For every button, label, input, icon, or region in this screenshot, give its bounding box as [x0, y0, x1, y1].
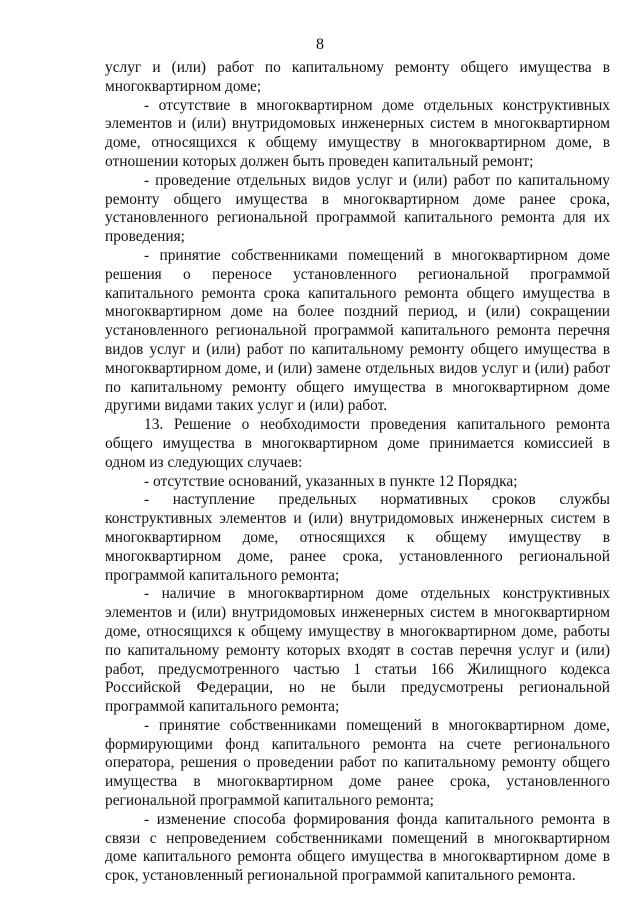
page-number: 8: [316, 36, 324, 53]
list-item-early-works: - проведение отдельных видов услуг и (или) работ по капитальному ремонту общего имущества в многоквартирном доме ранее срока, установленного региональной программой капитального ремонта для их проведения;: [105, 171, 610, 246]
list-item-absence-of-elements: - отсутствие в многоквартирном доме отдельных конструктивных элементов и (или) внутридомовых инженерных систем в многоквартирном доме, относящихся к общему имуществу в многоквартирном доме, в отношении которых должен быть проведен капитальный ремонт;: [105, 96, 610, 170]
list-item-service-life-expired: - наступление предельных нормативных сроков службы конструктивных элементов и (или) внутридомовых инженерных систем в многоквартирном доме, относящихся к общему имуществу в многоквартирном доме, ранее срока, установленного региональной программой капитального ремонта;: [105, 491, 610, 584]
list-item-elements-not-in-program: - наличие в многоквартирном доме отдельных конструктивных элементов и (или) внутридомовых инженерных систем в многоквартирном доме, относящихся к общему имуществу в многоквартирном доме, работы по капитальному ремонту которых входят в состав перечня услуг и (или) работ, предусмотренного частью 1 статьи 166 Жилищного кодекса Российской Федерации, но не были предусмотрены региональной программой капитального ремонта;: [105, 585, 610, 716]
list-item-owners-decision-early: - принятие собственниками помещений в многоквартирном доме, формирующими фонд капитального ремонта на счете регионального оператора, решения о проведении работ по капитальному ремонту общего имущества в многоквартирном доме ранее срока, установленного региональной программой капитального ремонта;: [105, 716, 610, 810]
list-item-no-grounds: - отсутствие оснований, указанных в пункте 12 Порядка;: [144, 472, 518, 490]
list-item-owners-decision-postpone: - принятие собственниками помещений в многоквартирном доме решения о переносе установленного региональной программой капитального ремонта срока капитального ремонта общего имущества в многоквартирном доме на более поздний период, и (или) сокращении установленного региональной программой капитального ремонта перечня видов услуг и (или) работ по капитальному ремонту общего имущества в многоквартирном доме, и (или) замене отдельных видов услуг и (или) работ по капитальному ремонту общего имущества в многоквартирном доме другими видами таких услуг и (или) работ.: [105, 246, 610, 415]
list-item-fund-method-change: - изменение способа формирования фонда капитального ремонта в связи с непроведением собственниками помещений в многоквартирном доме капитального ремонта общего имущества в многоквартирном доме в срок, установленный региональной программой капитального ремонта.: [105, 810, 610, 885]
document-body: [105, 59, 610, 886]
paragraph-continuation: услуг и (или) работ по капитальному ремонту общего имущества в многоквартирном доме;: [105, 59, 610, 95]
clause-13: 13. Решение о необходимости проведения капитального ремонта общего имущества в многоквартирном доме принимается комиссией в одном из следующих случаев:: [105, 416, 610, 471]
